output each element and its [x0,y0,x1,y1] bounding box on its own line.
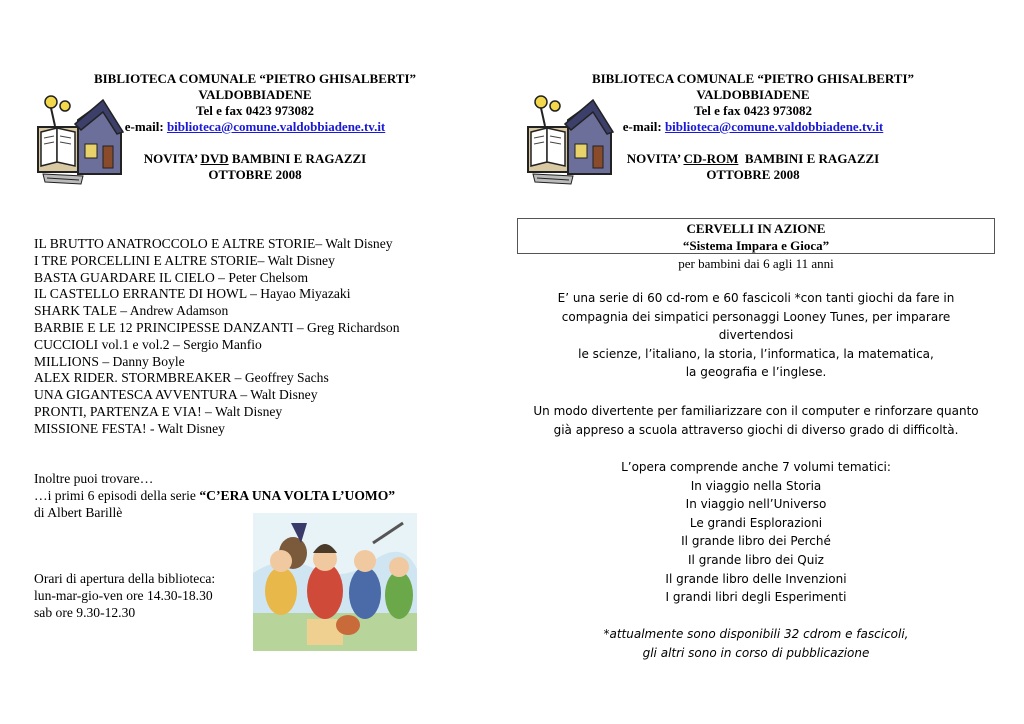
library-phone: Tel e fax 0423 973082 [196,103,314,118]
email-label: e-mail: [124,119,167,134]
title-prefix: NOVITA’ [143,151,201,166]
flyer-date: OTTOBRE 2008 [208,167,302,182]
flyer-date: OTTOBRE 2008 [706,167,800,182]
library-town: VALDOBBIADENE [696,87,810,102]
paragraph-line: E’ una serie di 60 cd-rom e 60 fascicoli *con tanti giochi da fare in [557,291,955,305]
title-prefix: NOVITA’ [626,151,684,166]
flyer-title [532,151,974,167]
list-item: In viaggio nell’Universo [685,497,827,512]
title-suffix: BAMBINI E RAGAZZI [738,151,880,166]
product-title: CERVELLI IN AZIONE [686,221,826,236]
note-line: *attualmente sono disponibili 32 cdrom e fascicoli, [603,627,909,641]
list-item: Le grandi Esplorazioni [689,515,823,530]
list-item: Il grande libro dei Perché [681,534,831,549]
library-name: BIBLIOTECA COMUNALE “PIETRO GHISALBERTI” [591,71,915,86]
hours-saturday: sab ore 9.30-12.30 [34,604,136,620]
opening-hours [34,571,215,621]
description-paragraph [512,402,1000,439]
title-suffix: BAMBINI E RAGAZZI [228,151,367,166]
library-email-line [34,119,476,135]
list-item: MILLIONS – Danny Boyle [34,353,185,369]
email-label: e-mail: [622,119,665,134]
library-phone: Tel e fax 0423 973082 [694,103,812,118]
volumes-list [512,458,1000,607]
dvd-list [34,236,400,438]
list-item: UNA GIGANTESCA AVVENTURA – Walt Disney [34,387,318,403]
list-item: CUCCIOLI vol.1 e vol.2 – Sergio Manfio [34,336,262,352]
list-item: BARBIE E LE 12 PRINCIPESSE DANZANTI – Greg Richardson [34,319,400,335]
list-item: IL CASTELLO ERRANTE DI HOWL – Hayao Miyazaki [34,286,351,302]
list-item: BASTA GUARDARE IL CIELO – Peter Chelsom [34,269,309,285]
hours-title: Orari di apertura della biblioteca: [34,571,216,586]
paragraph-line: compagnia dei simpatici personaggi Looney Tunes, per imparare [561,309,951,324]
email-link[interactable]: biblioteca@comune.valdobbiadene.tv.it [166,119,386,134]
hours-weekdays: lun-mar-gio-ven ore 14.30-18.30 [34,587,213,603]
list-item: IL BRUTTO ANATROCCOLO E ALTRE STORIE– Walt Disney [34,236,393,251]
title-media: CD-ROM [683,151,739,166]
library-email-line [532,119,974,135]
right-header [532,71,974,183]
extra-intro: Inoltre puoi trovare… [34,471,154,486]
list-item: I grandi libri degli Esperimenti [665,590,847,605]
availability-note [512,625,1000,662]
description-paragraph [512,289,1000,382]
extra-series-prefix: …i primi 6 episodi della serie [34,487,200,503]
list-item: ALEX RIDER. STORMBREAKER – Geoffrey Sachs [34,370,329,386]
product-subtitle: “Sistema Impara e Gioca” [682,238,830,253]
cartoon-characters-image [253,513,417,651]
list-item: SHARK TALE – Andrew Adamson [34,303,229,319]
list-item: I TRE PORCELLINI E ALTRE STORIE– Walt Disney [34,252,335,268]
extra-author: di Albert Barillè [34,504,123,520]
title-media: DVD [200,151,229,166]
product-title-box [517,218,995,254]
list-item: Il grande libro dei Quiz [688,552,824,567]
note-line: gli altri sono in corso di pubblicazione [642,645,870,660]
extra-series [34,488,395,505]
flyer-title [34,151,476,167]
list-item: In viaggio nella Storia [690,478,822,493]
list-item: Il grande libro delle Invenzioni [665,571,847,586]
volumes-title: L’opera comprende anche 7 volumi tematici: [621,460,891,474]
list-item: MISSIONE FESTA! - Walt Disney [34,420,225,436]
library-name: BIBLIOTECA COMUNALE “PIETRO GHISALBERTI” [93,71,417,86]
paragraph-line: divertendosi [718,328,794,343]
left-header [34,71,476,183]
paragraph-line: la geografia e l’inglese. [685,365,827,380]
paragraph-line: già appreso a scuola attraverso giochi di diverso grado di difficoltà. [553,422,959,437]
paragraph-line: Un modo divertente per familiarizzare con il computer e rinforzare quanto [533,404,979,418]
series-title: “C’ERA UNA VOLTA L’UOMO” [199,487,396,503]
list-item: PRONTI, PARTENZA E VIA! – Walt Disney [34,403,283,419]
email-link[interactable]: biblioteca@comune.valdobbiadene.tv.it [664,119,884,134]
age-range: per bambini dai 6 agli 11 anni [678,256,834,271]
paragraph-line: le scienze, l’italiano, la storia, l’informatica, la matematica, [578,346,934,361]
library-town: VALDOBBIADENE [198,87,312,102]
